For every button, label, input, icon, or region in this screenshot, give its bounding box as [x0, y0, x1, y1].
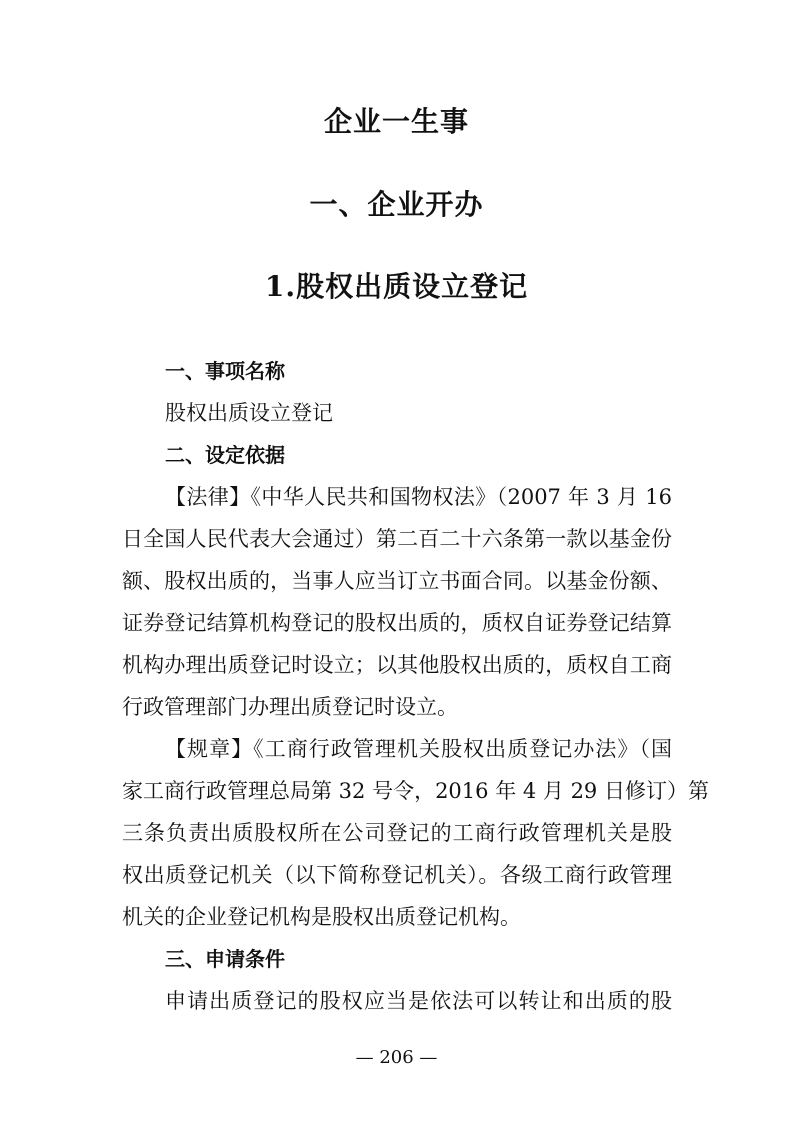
paragraph-line: 额、股权出质的，当事人应当订立书面合同。以基金份额、 — [122, 569, 672, 593]
paragraph-line: 家工商行政管理总局第 32 号令，2016 年 4 月 29 日修订）第 — [122, 779, 709, 803]
document-title: 企业一生事 — [323, 105, 469, 138]
paragraph-line: 权出质登记机关（以下简称登记机关）。各级工商行政管理 — [122, 863, 672, 887]
item-title: 1.股权出质设立登记 — [264, 270, 529, 303]
paragraph-line: 【规章】《工商行政管理机关股权出质登记办法》（国 — [165, 737, 672, 761]
paragraph-line: 机构办理出质登记时设立；以其他股权出质的，质权自工商 — [122, 653, 672, 677]
section-heading-application-conditions: 三、申请条件 — [165, 947, 285, 971]
section-heading-legal-basis: 二、设定依据 — [165, 443, 285, 467]
paragraph-line: 申请出质登记的股权应当是依法可以转让和出质的股 — [165, 989, 672, 1013]
paragraph-line: 机关的企业登记机构是股权出质登记机构。 — [122, 905, 521, 929]
paragraph-line: 【法律】《中华人民共和国物权法》（2007 年 3 月 16 — [165, 485, 672, 509]
paragraph-line: 证券登记结算机构登记的股权出质的，质权自证券登记结算 — [122, 611, 672, 635]
conditions-paragraph — [122, 980, 672, 1022]
paragraph-line: 行政管理部门办理出质登记时设立。 — [122, 695, 458, 719]
paragraph-line: 三条负责出质股权所在公司登记的工商行政管理机关是股 — [122, 821, 672, 845]
document-body — [122, 350, 709, 1022]
paragraph-line: 日全国人民代表大会通过）第二百二十六条第一款以基金份 — [122, 527, 672, 551]
section-heading-item-name: 一、事项名称 — [165, 359, 285, 383]
regulation-paragraph — [122, 728, 709, 938]
item-name-text: 股权出质设立登记 — [165, 401, 333, 425]
page-number: — 206 — — [355, 1047, 438, 1068]
chapter-title: 一、企业开办 — [309, 188, 484, 221]
law-paragraph — [122, 476, 672, 728]
